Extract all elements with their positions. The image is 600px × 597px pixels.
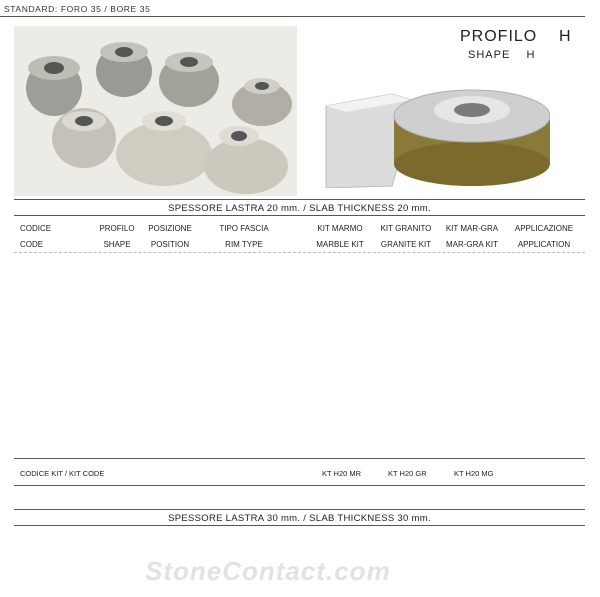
wheel-2 <box>96 42 152 97</box>
top-rule <box>0 16 585 17</box>
header-shape: PROFILO <box>99 224 135 233</box>
subtitle-letter: H <box>526 49 536 61</box>
kit-code-row <box>14 458 585 486</box>
shape-subtitle <box>468 49 535 61</box>
header-rim: TIPO FASCIA <box>219 224 269 233</box>
wheel-5 <box>52 108 116 168</box>
header-en-app: APPLICATION <box>517 240 571 249</box>
header-en-margra: MAR-GRA KIT <box>445 240 498 249</box>
header-marble: KIT MARMO <box>317 224 363 233</box>
watermark: StoneContact.com <box>145 556 391 586</box>
standard-label: STANDARD: FORO 35 / BORE 35 <box>4 4 151 14</box>
header-en-granite: GRANITE KIT <box>380 240 432 249</box>
section-20-bottom-rule <box>14 215 585 216</box>
product-photo <box>14 26 297 196</box>
kit-code-label: CODICE KIT / KIT CODE <box>20 469 105 478</box>
subtitle-text: SHAPE <box>468 49 511 61</box>
kit-margra-code: KT H20 MG <box>454 469 494 478</box>
title-letter: H <box>559 28 572 45</box>
header-en-shape: SHAPE <box>103 240 131 249</box>
section-20-heading-text: SPESSORE LASTRA 20 mm. / SLAB THICKNESS 20 mm. <box>168 203 431 214</box>
table-header <box>14 218 585 253</box>
kit-bottom-rule <box>14 485 585 486</box>
profile-title <box>460 28 572 46</box>
header-en-pos: POSITION <box>150 240 190 249</box>
kit-granite-code: KT H20 GR <box>388 469 427 478</box>
header-en-marble: MARBLE KIT <box>316 240 364 249</box>
header-en-rim: RIM TYPE <box>225 240 263 249</box>
header-margra: KIT MAR-GRA <box>445 224 499 233</box>
profile-render <box>322 76 550 188</box>
header-en-code: CODE <box>20 240 44 249</box>
section-30-bottom-rule <box>14 525 585 526</box>
table-20mm <box>14 218 585 452</box>
header-app: APPLICAZIONE <box>514 224 574 233</box>
section-20-heading <box>14 199 585 217</box>
section-30-top-rule <box>14 509 585 510</box>
header-pos: POSIZIONE <box>148 224 192 233</box>
wheel-1 <box>26 56 82 116</box>
header-granite: KIT GRANITO <box>380 224 432 233</box>
section-30-heading-text: SPESSORE LASTRA 30 mm. / SLAB THICKNESS 30 mm. <box>168 513 431 524</box>
kit-marble-code: KT H20 MR <box>322 469 362 478</box>
section-20-top-rule <box>14 199 585 200</box>
header-code: CODICE <box>20 224 52 233</box>
section-30-heading <box>14 509 585 527</box>
title-text: PROFILO <box>460 28 538 45</box>
kit-top-rule <box>14 458 585 459</box>
wheel-3 <box>159 52 219 107</box>
